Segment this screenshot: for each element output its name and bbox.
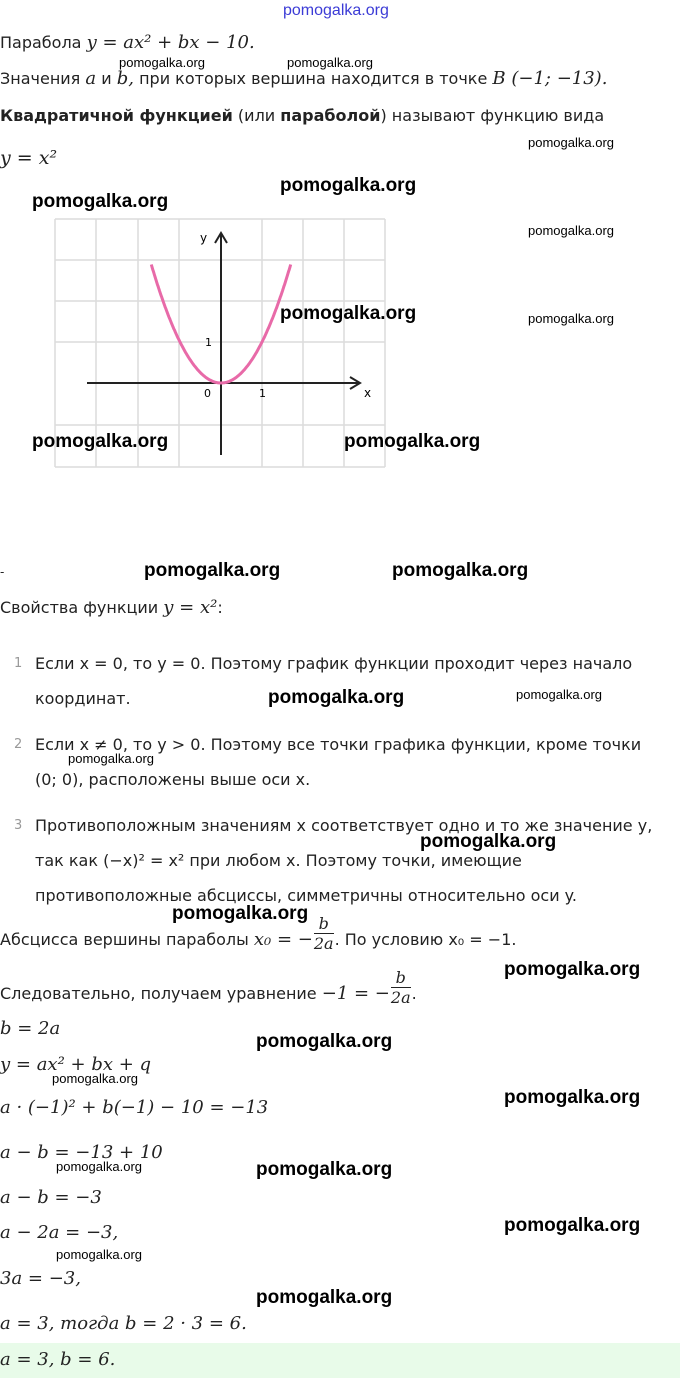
watermark: pomogalka.org [504,1087,641,1108]
definition-text: Квадратичной функцией (или параболой) называют функцию вида [0,106,605,125]
watermark: pomogalka.org [68,751,154,766]
watermark: pomogalka.org [52,1071,138,1086]
watermark: pomogalka.org [56,1247,142,1262]
watermark: pomogalka.org [280,303,417,324]
problem-line-1: Парабола y = ax² + bx − 10. [0,32,255,53]
watermark: pomogalka.org [256,1159,393,1180]
solution-step: y = ax² + bx + q [0,1054,152,1075]
watermark: pomogalka.org [144,560,281,581]
watermark: pomogalka.org [56,1159,142,1174]
watermark: pomogalka.org [32,191,169,212]
separator-dash: - [0,565,5,579]
fraction-b-over-2a-2: $\frac{b}{2a}$ [390,968,411,1008]
solution-step: a = 3, тогда b = 2 · 3 = 6. [0,1313,247,1334]
definition-formula: y = x² [0,147,58,169]
y-axis-label: y [200,231,208,245]
solution-step: a · (−1)² + b(−1) − 10 = −13 [0,1097,269,1118]
solution-step: a − b = −3 [0,1187,102,1208]
watermark-top[interactable]: pomogalka.org [283,2,389,19]
vertex-formula-line: Абсцисса вершины параболы x₀ = − $\frac{b}{2a}$ . По условию x₀ = −1. [0,914,517,954]
watermark: pomogalka.org [256,1287,393,1308]
answer-text: a = 3, b = 6. [0,1349,116,1370]
watermark: pomogalka.org [516,687,602,702]
solution-step: a − b = −13 + 10 [0,1142,163,1163]
watermark: pomogalka.org [32,431,169,452]
solution-step: a − 2a = −3, [0,1222,119,1243]
y-tick-label: 1 [205,336,212,349]
x-axis-label: x [364,386,372,400]
x-tick-label: 1 [259,387,266,400]
watermark: pomogalka.org [119,55,205,70]
equation-line: Следовательно, получаем уравнение −1 = − $\frac{b}{2a}$ . [0,968,417,1008]
solution-step: b = 2a [0,1018,61,1039]
origin-label: 0 [204,387,211,400]
watermark: pomogalka.org [172,903,309,924]
fraction-b-over-2a: $\frac{b}{2a}$ [313,914,334,954]
watermark: pomogalka.org [528,223,614,238]
solution-step: 3a = −3, [0,1268,81,1289]
watermark: pomogalka.org [256,1031,393,1052]
watermark: pomogalka.org [528,311,614,326]
watermark: pomogalka.org [287,55,373,70]
watermark: pomogalka.org [280,175,417,196]
watermark: pomogalka.org [528,135,614,150]
watermark: pomogalka.org [420,831,557,852]
answer-box [0,1343,680,1378]
properties-heading: Свойства функции y = x²: [0,597,223,618]
watermark: pomogalka.org [344,431,481,452]
problem-line-2: Значения a и b, при которых вершина находится в точке B (−1; −13). [0,68,608,89]
watermark: pomogalka.org [504,1215,641,1236]
watermark: pomogalka.org [268,687,405,708]
watermark: pomogalka.org [504,959,641,980]
parabola-graph [0,0,680,560]
watermark: pomogalka.org [392,560,529,581]
